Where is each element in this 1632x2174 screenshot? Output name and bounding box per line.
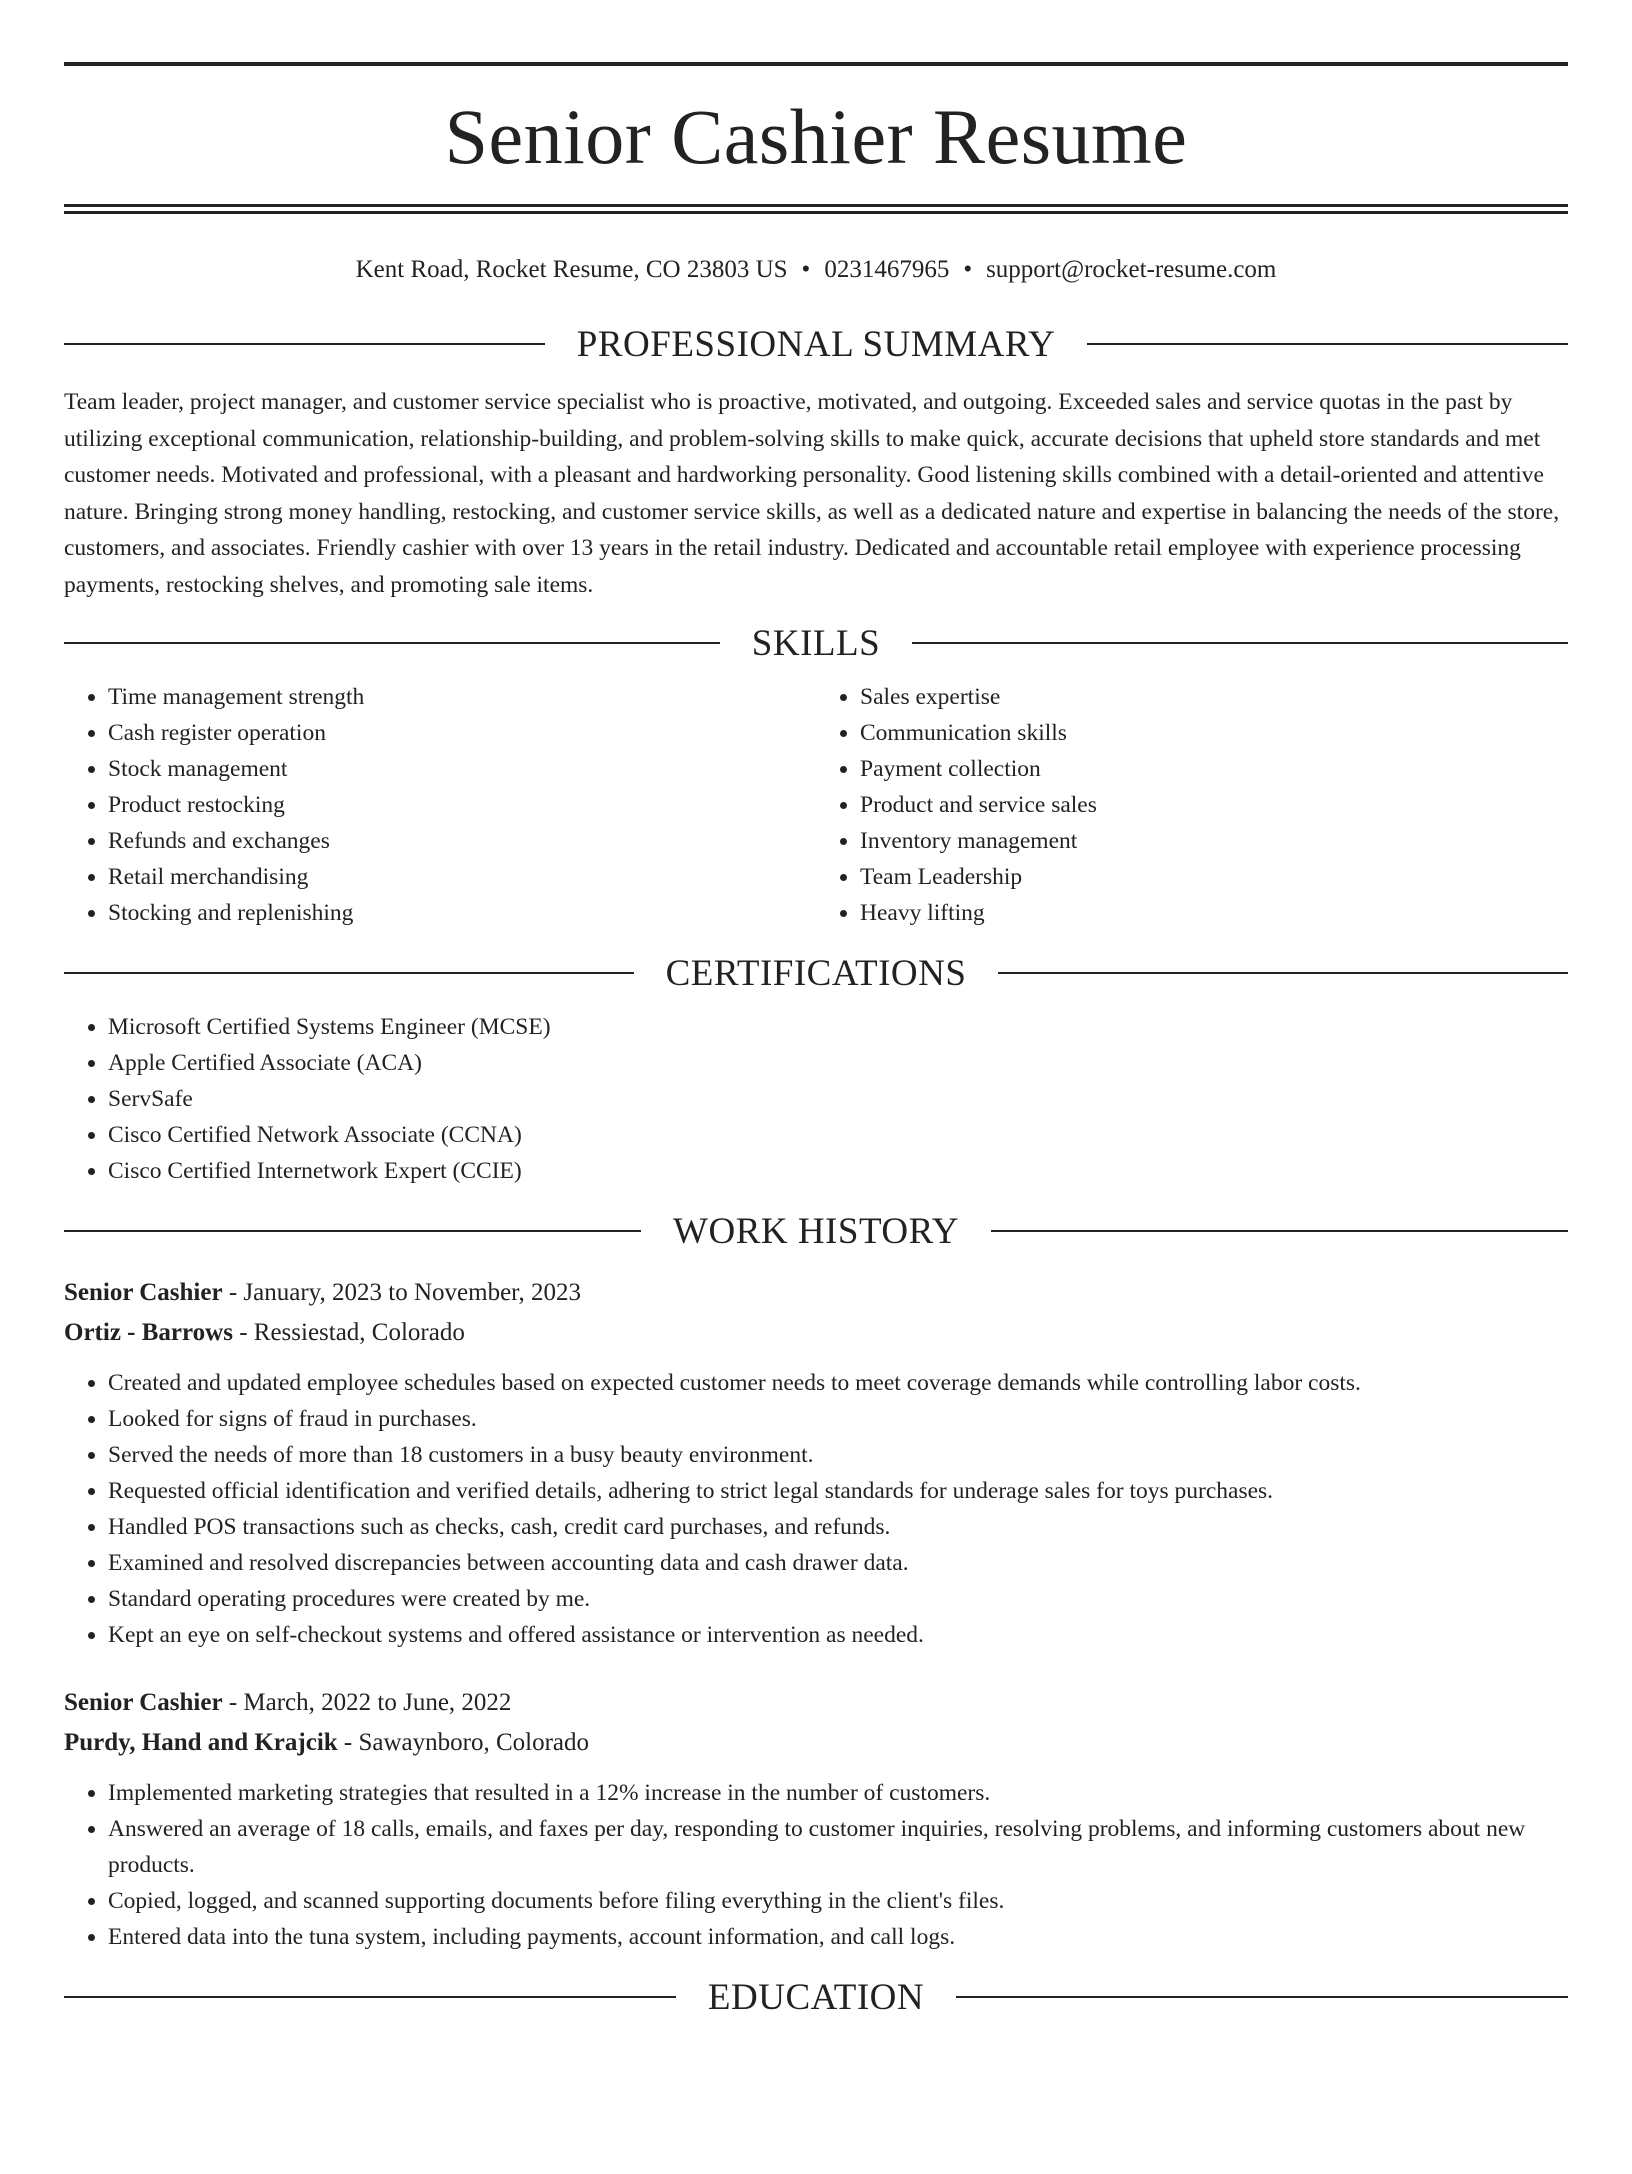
contact-line	[64, 250, 1568, 290]
job-title-line	[64, 1683, 1568, 1723]
skill-item: • Sales expertise	[860, 679, 1568, 715]
skills-columns	[64, 679, 1568, 931]
page-title: Senior Cashier Resume	[444, 93, 1188, 180]
heading-rule	[991, 1230, 1568, 1232]
contact-phone: 0231467965	[824, 256, 950, 283]
job-duty-item: • Looked for signs of fraud in purchases.	[108, 1401, 1568, 1437]
certification-item: • Cisco Certified Network Associate (CCNA)	[108, 1117, 1568, 1153]
skill-item: • Stock management	[108, 751, 816, 787]
job-duty-item: • Examined and resolved discrepancies between accounting data and cash drawer data.	[108, 1545, 1568, 1581]
heading-rule	[64, 972, 634, 974]
skill-item: • Retail merchandising	[108, 859, 816, 895]
skill-item: • Communication skills	[860, 715, 1568, 751]
contact-email[interactable]: support@rocket-resume.com	[986, 256, 1277, 283]
skill-item: • Product and service sales	[860, 787, 1568, 823]
contact-address: Kent Road, Rocket Resume, CO 23803 US	[355, 256, 788, 283]
skill-item: • Refunds and exchanges	[108, 823, 816, 859]
job-duty-item: • Handled POS transactions such as checks, cash, credit card purchases, and refunds.	[108, 1509, 1568, 1545]
summary-paragraph: Team leader, project manager, and customer service specialist who is proactive, motivated, and outgoing. Exceeded sales and service quotas in the past by utilizing exceptional communication, relationship-building, and problem-solving skills to make quick, accurate decisions that upheld store standards and met customer needs. Motivated and professional, with a pleasant and hardworking personality. Good listening skills combined with a detail-oriented and attentive nature. Bringing strong money handling, restocking, and customer service skills, as well as a dedicated nature and expertise in balancing the needs of the store, customers, and associates. Friendly cashier with over 13 years in the retail industry. Dedicated and accountable retail employee with experience processing payments, restocking shelves, and promoting sale items.	[64, 389, 1560, 598]
contact-separator: •	[801, 256, 811, 283]
skills-list-left	[64, 679, 816, 931]
job-duty-item: • Kept an eye on self-checkout systems and offered assistance or intervention as needed.	[108, 1617, 1568, 1653]
job-duty-item: • Implemented marketing strategies that resulted in a 12% increase in the number of customers.	[108, 1775, 1568, 1811]
job-title: Senior Cashier	[64, 1689, 223, 1716]
section-title: SKILLS	[751, 622, 881, 664]
job-entry	[64, 1273, 1568, 1653]
skill-item: • Product restocking	[108, 787, 816, 823]
skill-item: • Heavy lifting	[860, 895, 1568, 931]
certification-item: • Microsoft Certified Systems Engineer (MCSE)	[108, 1009, 1568, 1045]
job-duties-list	[64, 1775, 1568, 1955]
job-dates: - March, 2022 to June, 2022	[222, 1689, 512, 1716]
section-title: WORK HISTORY	[673, 1210, 959, 1252]
job-duty-item: • Requested official identification and verified details, adhering to strict legal standards for underage sales for toys purchases.	[108, 1473, 1568, 1509]
job-title: Senior Cashier	[64, 1279, 223, 1306]
resume-page	[0, 62, 1632, 2174]
heading-rule	[1087, 343, 1568, 345]
section-heading-summary	[64, 324, 1568, 364]
contact-separator: •	[963, 256, 973, 283]
skill-item: • Inventory management	[860, 823, 1568, 859]
title-double-rule	[64, 204, 1568, 214]
skills-list-right	[816, 679, 1568, 931]
section-title: EDUCATION	[707, 1976, 925, 2018]
job-duty-item: • Created and updated employee schedules based on expected customer needs to meet coverage demands while controlling labor costs.	[108, 1365, 1568, 1401]
section-title: CERTIFICATIONS	[665, 952, 967, 994]
section-heading-skills	[64, 623, 1568, 663]
skill-item: • Payment collection	[860, 751, 1568, 787]
job-company-line	[64, 1723, 1568, 1763]
top-rule	[64, 62, 1568, 66]
work-history	[64, 1273, 1568, 1955]
heading-rule	[64, 343, 545, 345]
skill-item: • Stocking and replenishing	[108, 895, 816, 931]
job-entry	[64, 1683, 1568, 1955]
job-location: - Ressiestad, Colorado	[232, 1319, 465, 1346]
job-duty-item: • Copied, logged, and scanned supporting documents before filing everything in the client's files.	[108, 1883, 1568, 1919]
job-duty-item: • Answered an average of 18 calls, emails, and faxes per day, responding to customer inquiries, resolving problems, and informing customers about new products.	[108, 1811, 1568, 1883]
heading-rule	[64, 642, 720, 644]
job-duties-list	[64, 1365, 1568, 1653]
job-company-line	[64, 1313, 1568, 1353]
job-duty-item: • Served the needs of more than 18 customers in a busy beauty environment.	[108, 1437, 1568, 1473]
job-duty-item: • Entered data into the tuna system, including payments, account information, and call logs.	[108, 1919, 1568, 1955]
skill-item: • Time management strength	[108, 679, 816, 715]
skill-item: • Team Leadership	[860, 859, 1568, 895]
certification-item: • ServSafe	[108, 1081, 1568, 1117]
section-heading-education	[64, 1977, 1568, 2017]
certifications-list	[64, 1009, 1568, 1189]
job-duty-item: • Standard operating procedures were created by me.	[108, 1581, 1568, 1617]
certification-item: • Apple Certified Associate (ACA)	[108, 1045, 1568, 1081]
heading-rule	[64, 1230, 641, 1232]
skill-item: • Cash register operation	[108, 715, 816, 751]
certification-item: • Cisco Certified Internetwork Expert (CCIE)	[108, 1153, 1568, 1189]
job-title-line	[64, 1273, 1568, 1313]
section-title: PROFESSIONAL SUMMARY	[576, 323, 1056, 365]
heading-rule	[912, 642, 1568, 644]
job-company: Ortiz - Barrows	[64, 1319, 233, 1346]
job-dates: - January, 2023 to November, 2023	[222, 1279, 581, 1306]
job-location: - Sawaynboro, Colorado	[337, 1729, 590, 1756]
section-heading-certifications	[64, 953, 1568, 993]
job-company: Purdy, Hand and Krajcik	[64, 1729, 338, 1756]
heading-rule	[64, 1996, 676, 1998]
section-heading-work	[64, 1211, 1568, 1251]
heading-rule	[956, 1996, 1568, 1998]
heading-rule	[998, 972, 1568, 974]
